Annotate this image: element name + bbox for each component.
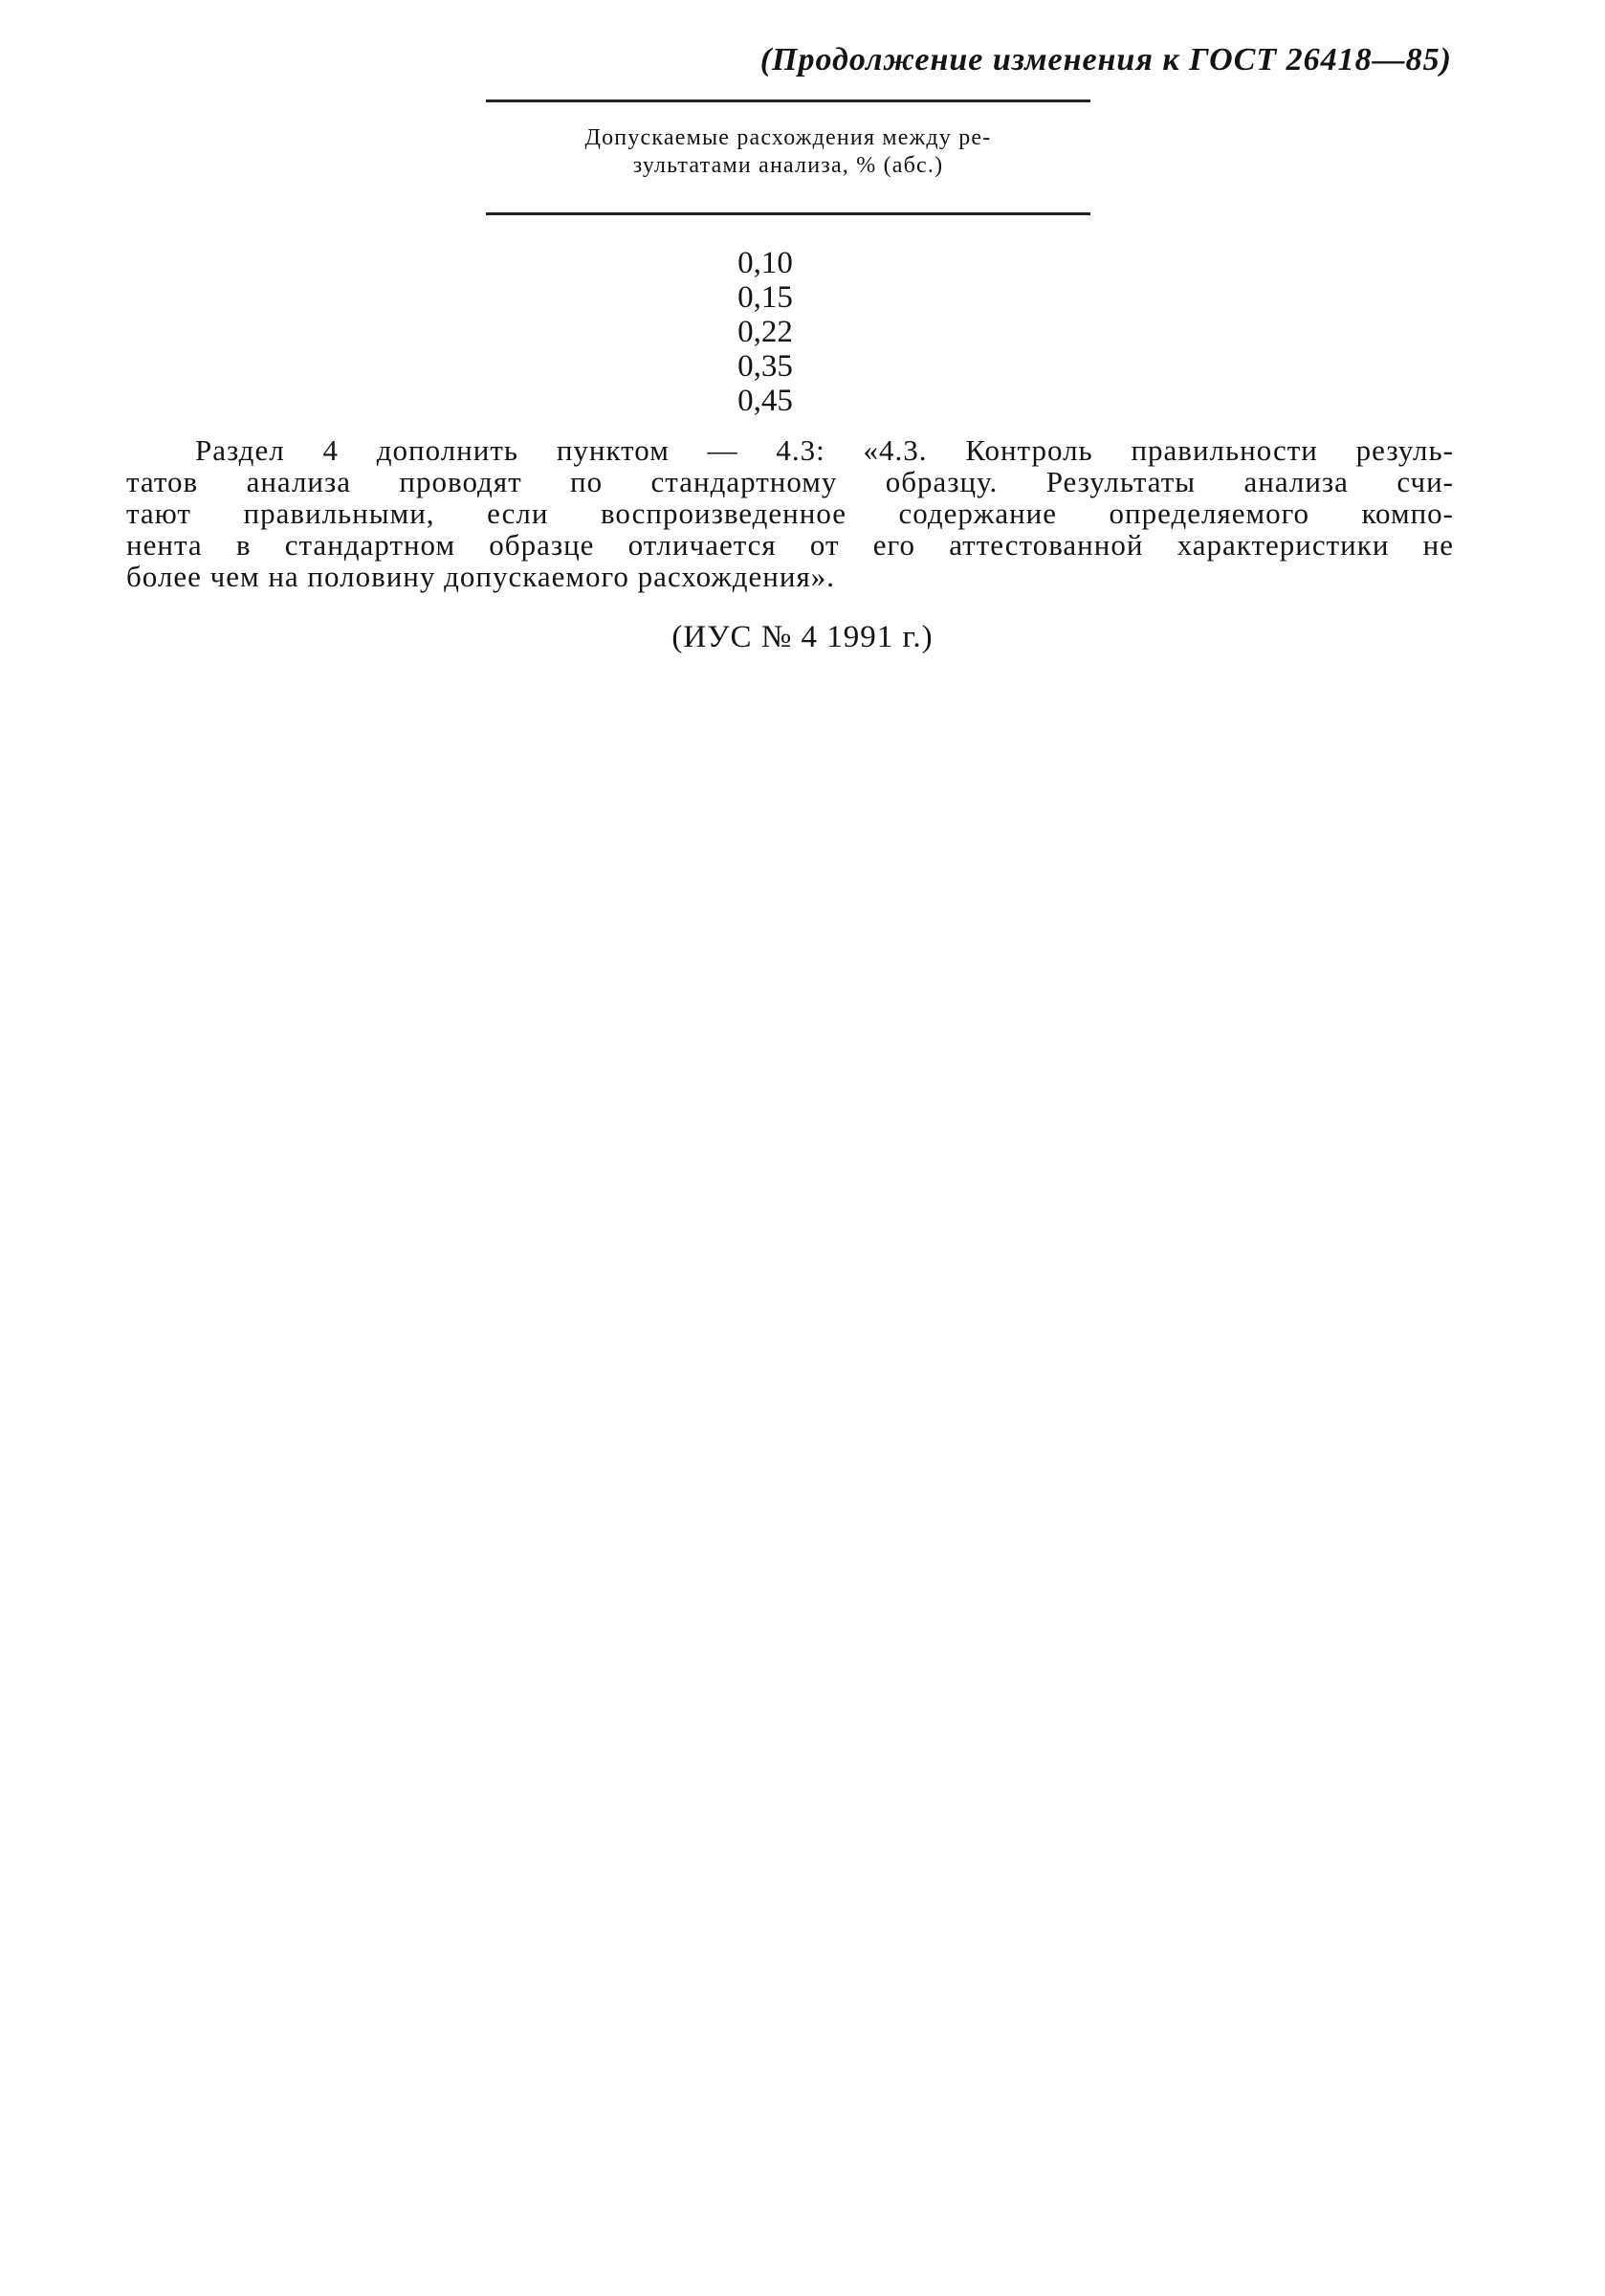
paragraph-line: более чем на половину допускаемого расхождения». <box>126 560 835 593</box>
table-header-rule <box>486 212 1090 215</box>
paragraph-line: нента в стандартном образце отличается от его аттестованной характеристики не <box>126 528 1454 562</box>
column-header-line: Допускаемые расхождения между ре- <box>584 125 992 150</box>
table-values <box>670 246 861 418</box>
running-title: (Продолжение изменения к ГОСТ 26418—85) <box>759 42 1452 77</box>
paragraph-line: тают правильными, если воспроизведенное содержание определяемого компо- <box>126 497 1454 530</box>
amendment-paragraph <box>126 434 1454 592</box>
paragraph-line: Раздел 4 дополнить пунктом — 4.3: «4.3. Контроль правильности резуль- <box>195 433 1454 467</box>
column-header-line: зультатами анализа, % (абс.) <box>632 153 944 178</box>
table-top-rule <box>486 99 1090 102</box>
source-reference: (ИУС № 4 1991 г.) <box>671 620 934 654</box>
paragraph-line: татов анализа проводят по стандартному образцу. Результаты анализа счи- <box>126 465 1454 498</box>
table-value: 0,35 <box>737 349 793 384</box>
table-value: 0,45 <box>737 384 793 418</box>
table-value: 0,15 <box>737 280 793 315</box>
table-value: 0,22 <box>737 315 793 349</box>
table-column-header <box>486 124 1090 180</box>
table-value: 0,10 <box>737 246 793 280</box>
